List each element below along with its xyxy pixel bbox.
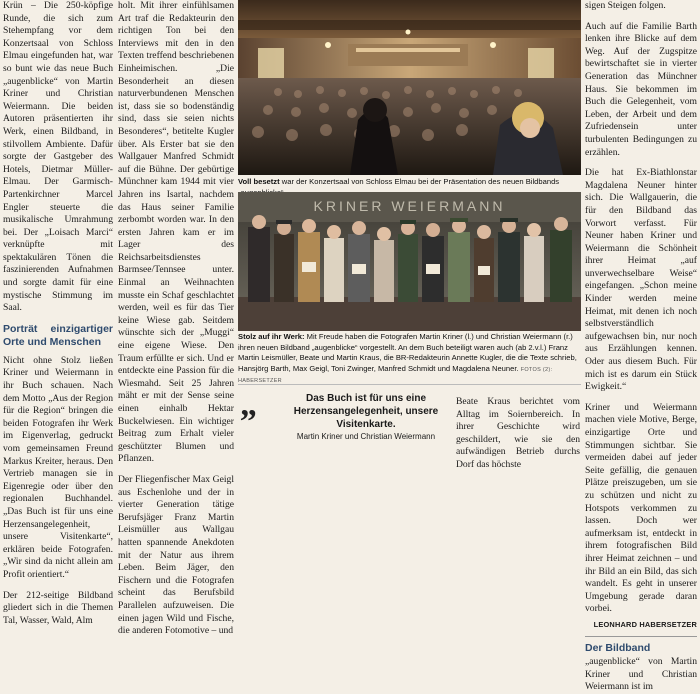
article-paragraph: Die hat Ex-Biathlonstar Magdalena Neuner hinter sich. Die Wallgauerin, die für den Bildband das Vorwort verfasst. Für Neuner haben Kriner und Weiermann die Schönheit ihrer Heimat „auf unverwechselbare Weise“ eingefangen. „Schon meine Kinder werden meine Heimat, mit denen ich noch selbstverständlich aufgewachsen bin, nur noch aus Erzählungen kennen. Oder aus diesem Buch. Für mich ist es darum ein Stück Ewigkeit.“ (585, 167, 697, 393)
article-paragraph: Der Fliegenfischer Max Geigl aus Eschenlohe und der in vierter Generation tätige Berufsjäger Franz Martin Leismüller aus Wallgau hatten spannende Anekdoten mit der Natur aus ihrem Leben. Beim Jäger, den Fischern und die Fotografen scheint das Berufsbild Parallelen aufzuweisen. Die einen jagen Wild und Fische, die anderen Fotomotive – und (118, 473, 234, 637)
caption-lead: Voll besetzt (238, 177, 280, 186)
group-photo (238, 192, 581, 331)
info-box-text: „augenblicke“ von Martin Kriner und Christian Weiermann ist im (585, 656, 697, 693)
quote-attribution: Martin Kriner und Christian Weiermann (296, 432, 436, 441)
article-paragraph: Krün – Die 250-köpfige Runde, die sich zum Stehempfang vor dem Konzertsaal von Schloss Elmau eingefunden hat, war so bunt wie das neue Buch „augenblicke“ von Martin Kriner und Christian Weiermann. Die beiden Autoren präsentierten ihr Werk, einen Bildband, in stilvollem Ambiente. Dafür sorgte der Gastgeber des Hotels, Dietmar Müller-Elmau. Der Garmisch-Partenkirchner Marcel Engler steuerte die musikalische Umrahmung bei. Der „Loisach Marci“ verknüpfte mit spektakulären Tönen die faszinierenden Aufnahmen und sorgte damit für eine mystische Stimmung im Saal. (3, 0, 113, 314)
article-paragraph: Nicht ohne Stolz ließen Kriner und Weiermann in ihr Buch schauen. Nach dem Motto „Aus der Region für die Region“ bringen die beiden Fotografen ihr Werk im Eigenverlag, gedruckt vom gemeinsamen Freund Markus Kreiter, heraus. Den Vertrieb managen sie in Eigenregie oder über den regionalen Buchhandel. „Das Buch ist für uns eine Herzensangelegenheit, unsere Visitenkarte“, erklären beide Fotografen. „Wir sind da nicht allein am Profit orientiert.“ (3, 354, 113, 580)
article-paragraph: Beate Kraus berichtet vom Alltag im Soiernbereich. In ihrer Geschichte wird geschildert, wie sie den aufwändigen Betrieb durchs Dorf das höchste (456, 396, 580, 470)
caption-lead: Stolz auf ihr Werk: (238, 332, 305, 341)
article-paragraph: Kriner und Weiermann machen viele Motive, Berge, einzigartige Orte und Stimmungen sichtbar. Sie vermeiden dabei auf jeder Seite gefällig, die genauen Plätze preiszugeben, um sie zu schützen und nicht zu Hotspots verkommen zu lassen. Doch wer aufmerksam ist, entdeckt in ihrem fotografischen Bild ihrer Heimat zeichnen – und ihr Bild an ein Bild, das sich wandelt. Es geht in unserer Umgebung gerade daran vorbei. (585, 401, 697, 615)
caption-text: war der Konzertsaal von Schloss Elmau bei der Präsentation des neuen Bildbands (281, 177, 560, 186)
article-paragraph: holt. Mit ihrer einfühlsamen Art traf die Redakteurin den richtigen Ton bei den Interviews mit den in den Texten treffend beschriebenen Einheimischen. „Die Besonderheit an diesen naturverbundenen Menschen ist, dass sie so bodenständig sind, dass sie seien nichts Besonderes“, betitelte Kugler über. Als Erster bat sie den Wallgauer Manfred Schmidt auf die Bühne. Der gebürtige Münchner kam 1944 mit vier Jahren ins Isartal, nachdem das Haus seiner Familie zerbombt worden war. In den ersten Jahren kam er im Lager des Reichsarbeitsdienstes Barmsee/Tennsee unter. Einmal an Weihnachten musste ein Schaf geschlachtet werden, weil es für das Tier keine Wiese gab. Seitdem wünschte sich der „Muggi“ eine eigene Wiese. Den Traum erfüllte er sich. Und er entdeckte eine Passion für die Wiesmahd. Seit 25 Jahren mäht er mit der Sense seine einen einhalb Hektar Buckelwiesen. Ein wichtiger Beitrag zum Erhalt vieler geschützter Blumen und Pflanzen. (118, 0, 234, 465)
info-box-heading: Der Bildband (585, 641, 651, 654)
banner-text: KRINER WEIERMANN (313, 198, 506, 214)
author-byline: LEONHARD HABERSETZER (593, 619, 697, 629)
photo-caption (238, 332, 581, 387)
article-paragraph: sigen Steigen folgen. (585, 0, 666, 11)
article-column-2 (118, 0, 234, 637)
article-paragraph: Auch auf die Familie Barth lenken ihre Blicke auf dem Weg. Auf der Zugspitze bewirtschaftet sie in vierter Generation das Münchner Haus. Sie bekommen im Buch die Gelegenheit, vom Leben, der Arbeit und dem Zufriedensein unter turbulenten Bedingungen zu erzählen. (585, 20, 697, 158)
quote-mark-icon: „ (240, 386, 257, 423)
photo-credit: FOTOS (2): HABERSETZER (238, 366, 553, 385)
divider (585, 636, 697, 637)
concert-hall-photo (238, 0, 581, 175)
article-paragraph: Der 212-seitige Bildband gliedert sich in die Themen Tal, Wasser, Wald, Alm (3, 589, 113, 626)
article-column-4 (585, 0, 697, 693)
divider (238, 384, 581, 385)
pull-quote (238, 388, 450, 441)
caption-text: Mit Freude haben die Fotografen Martin Kriner (l.) und Christian Weiermann (r.) ihren neuen Bildband „augenblicke“ vorgestellt. An dem Buch beteiligt waren auch (ab 2.v.l.) Franz Martin Leismüller, Beate und Martin Kraus, die BR-Redakteurin Annette Kugler, die die Texte schrieb, Hansjörg Barth, Max Geigl, Toni Zwinger, Manfred Schmidt und Magdalena Neuner. (238, 332, 577, 373)
article-column-1 (3, 0, 113, 626)
article-subheading: Porträt einzigartiger Orte und Menschen (3, 322, 113, 348)
quote-text: Das Buch ist für uns eine Herzensangelegenheit, unsere Visitenkarte. (293, 393, 439, 430)
article-column-3 (456, 396, 580, 472)
